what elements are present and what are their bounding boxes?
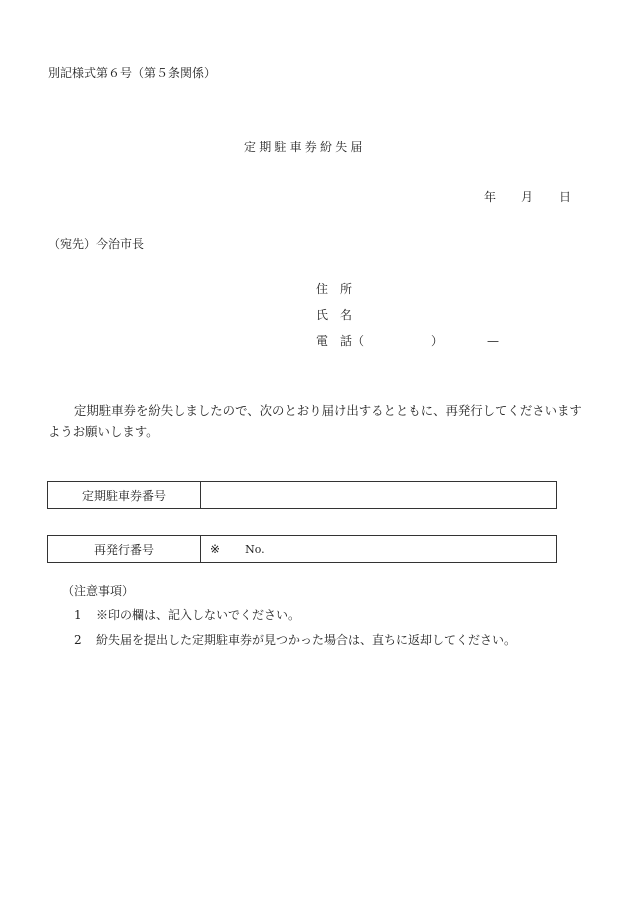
ticket-number-label: 定期駐車券番号 [48,482,201,508]
name-label: 氏 名 [316,308,353,322]
note-number: 1 [74,608,82,622]
phone-dash: — [487,334,499,348]
notes-heading: （注意事項） [62,584,135,598]
date-year: 年 [484,190,497,204]
note-text: ※印の欄は、記入しないでください。 [96,608,301,622]
request-text [48,400,588,442]
reissue-number-row [47,535,557,563]
date-month: 月 [521,190,534,204]
ticket-number-field[interactable] [200,482,556,508]
note-item [74,607,300,623]
phone-label: 電 話（ [316,334,365,348]
address-label: 住 所 [316,282,353,296]
document-title: 定期駐車券紛失届 [244,140,366,154]
date-day: 日 [559,190,572,204]
note-item [74,632,516,648]
number-prefix: No. [245,542,265,556]
request-text-line1: 定期駐車券を紛失しましたので、次のとおり届け出するとともに、再発行してくださいます [74,403,582,418]
note-text: 紛失届を提出した定期駐車券が見つかった場合は、直ちに返却してください。 [96,633,517,647]
ticket-number-row [47,481,557,509]
form-number: 別記様式第６号（第５条関係） [48,66,217,80]
office-use-mark: ※ [210,542,221,556]
note-number: 2 [74,633,82,647]
reissue-number-label: 再発行番号 [48,536,201,562]
request-text-line2: ようお願いします。 [48,424,159,439]
addressee: （宛先）今治市長 [48,237,145,251]
phone-close-paren: ） [431,334,444,348]
reissue-number-field[interactable] [200,536,556,562]
